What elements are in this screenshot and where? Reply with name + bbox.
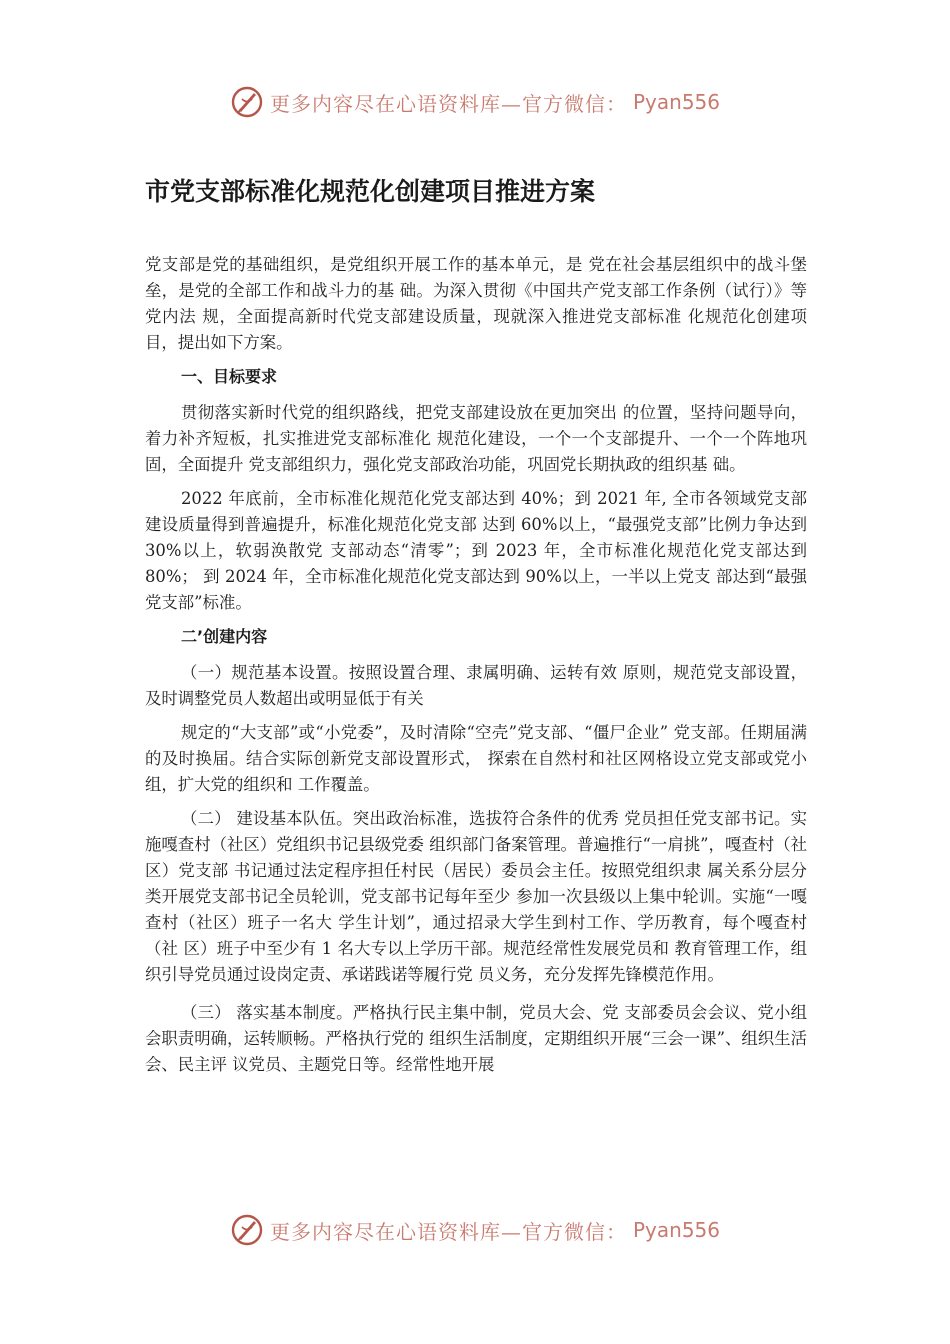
content-paragraph-2: 规定的“大支部”或“小党委”，及时清除“空壳”党支部、“僵尸企业” 党支部。任期届满的及时换届。结合实际创新党支部设置形式， 探索在自然村和社区网格设立党支部或党小组，扩大党的组织和 工作覆盖。 [145,723,807,794]
header-banner [0,82,950,122]
quill-pen-logo-icon [230,85,264,119]
banner-wechat-id: Pyan556 [632,1218,720,1242]
section-heading-content: 二’创建内容 [181,627,268,646]
footer-banner-content [230,1213,720,1247]
footer-banner [0,1210,950,1250]
intro-paragraph: 党支部是党的基础组织，是党组织开展工作的基本单元，是 党在社会基层组织中的战斗堡垒，是党的全部工作和战斗力的基 础。为深入贯彻《中国共产党支部工作条例（试行）》等党内法 规，全面提高新时代党支部建设质量，现就深入推进党支部标准 化规范化创建项目，提出如下方案。 [145,255,807,352]
banner-text: 更多内容尽在心语资料库—官方微信： [269,91,627,116]
content-paragraph-1: （一）规范基本设置。按照设置合理、隶属明确、运转有效 原则，规范党支部设置，及时调整党员人数超出或明显低于有关 [145,663,807,708]
content-paragraph-3: （二） 建设基本队伍。突出政治标准，选拔符合条件的优秀 党员担任党支部书记。实施嘎查村（社区）党组织书记县级党委 组织部门备案管理。普遍推行“一肩挑”，嘎查村（社区）党支部 书记通过法定程序担任村民（居民）委员会主任。按照党组织隶 属关系分层分类开展党支部书记全员轮训，党支部书记每年至少 参加一次县级以上集中轮训。实施“一嘎查村（社区）班子一名大 学生计划”，通过招录大学生到村工作、学历教育，每个嘎查村（社 区）班子中至少有 1 名大专以上学历干部。规范经常性发展党员和 教育管理工作，组织引导党员通过设岗定责、承诺践诺等履行党 员义务，充分发挥先锋模范作用。 [145,809,807,984]
document-title: 市党支部标准化规范化创建项目推进方案 [145,177,596,206]
banner-wechat-id: Pyan556 [632,90,720,114]
goals-paragraph-2: 2022 年底前，全市标准化规范化党支部达到 40%；到 2021 年, 全市各领域党支部建设质量得到普遍提升，标准化规范化党支部 达到 60%以上，“最强党支部”比例力争达到 30%以上，软弱涣散党 支部动态“清零”；到 2023 年，全市标准化规范化党支部达到 80%； 到 2024 年，全市标准化规范化党支部达到 90%以上，一半以上党支 部达到“最强党支部”标准。 [145,489,807,612]
banner-text: 更多内容尽在心语资料库—官方微信： [269,1219,627,1244]
header-banner-content [230,85,720,119]
document-body [145,252,807,1086]
content-paragraph-4: （三） 落实基本制度。严格执行民主集中制，党员大会、党 支部委员会会议、党小组会职责明确，运转顺畅。严格执行党的 组织生活制度，定期组织开展“三会一课”、组织生活会、民主评 议党员、主题党日等。经常性地开展 [145,1003,807,1074]
section-heading-goals: 一、目标要求 [181,367,278,386]
goals-paragraph-1: 贯彻落实新时代党的组织路线，把党支部建设放在更加突出 的位置，坚持问题导向，着力补齐短板，扎实推进党支部标准化 规范化建设，一个一个支部提升、一个一个阵地巩固，全面提升 党支部组织力，强化党支部政治功能，巩固党长期执政的组织基 础。 [145,403,807,474]
quill-pen-logo-icon [230,1213,264,1247]
